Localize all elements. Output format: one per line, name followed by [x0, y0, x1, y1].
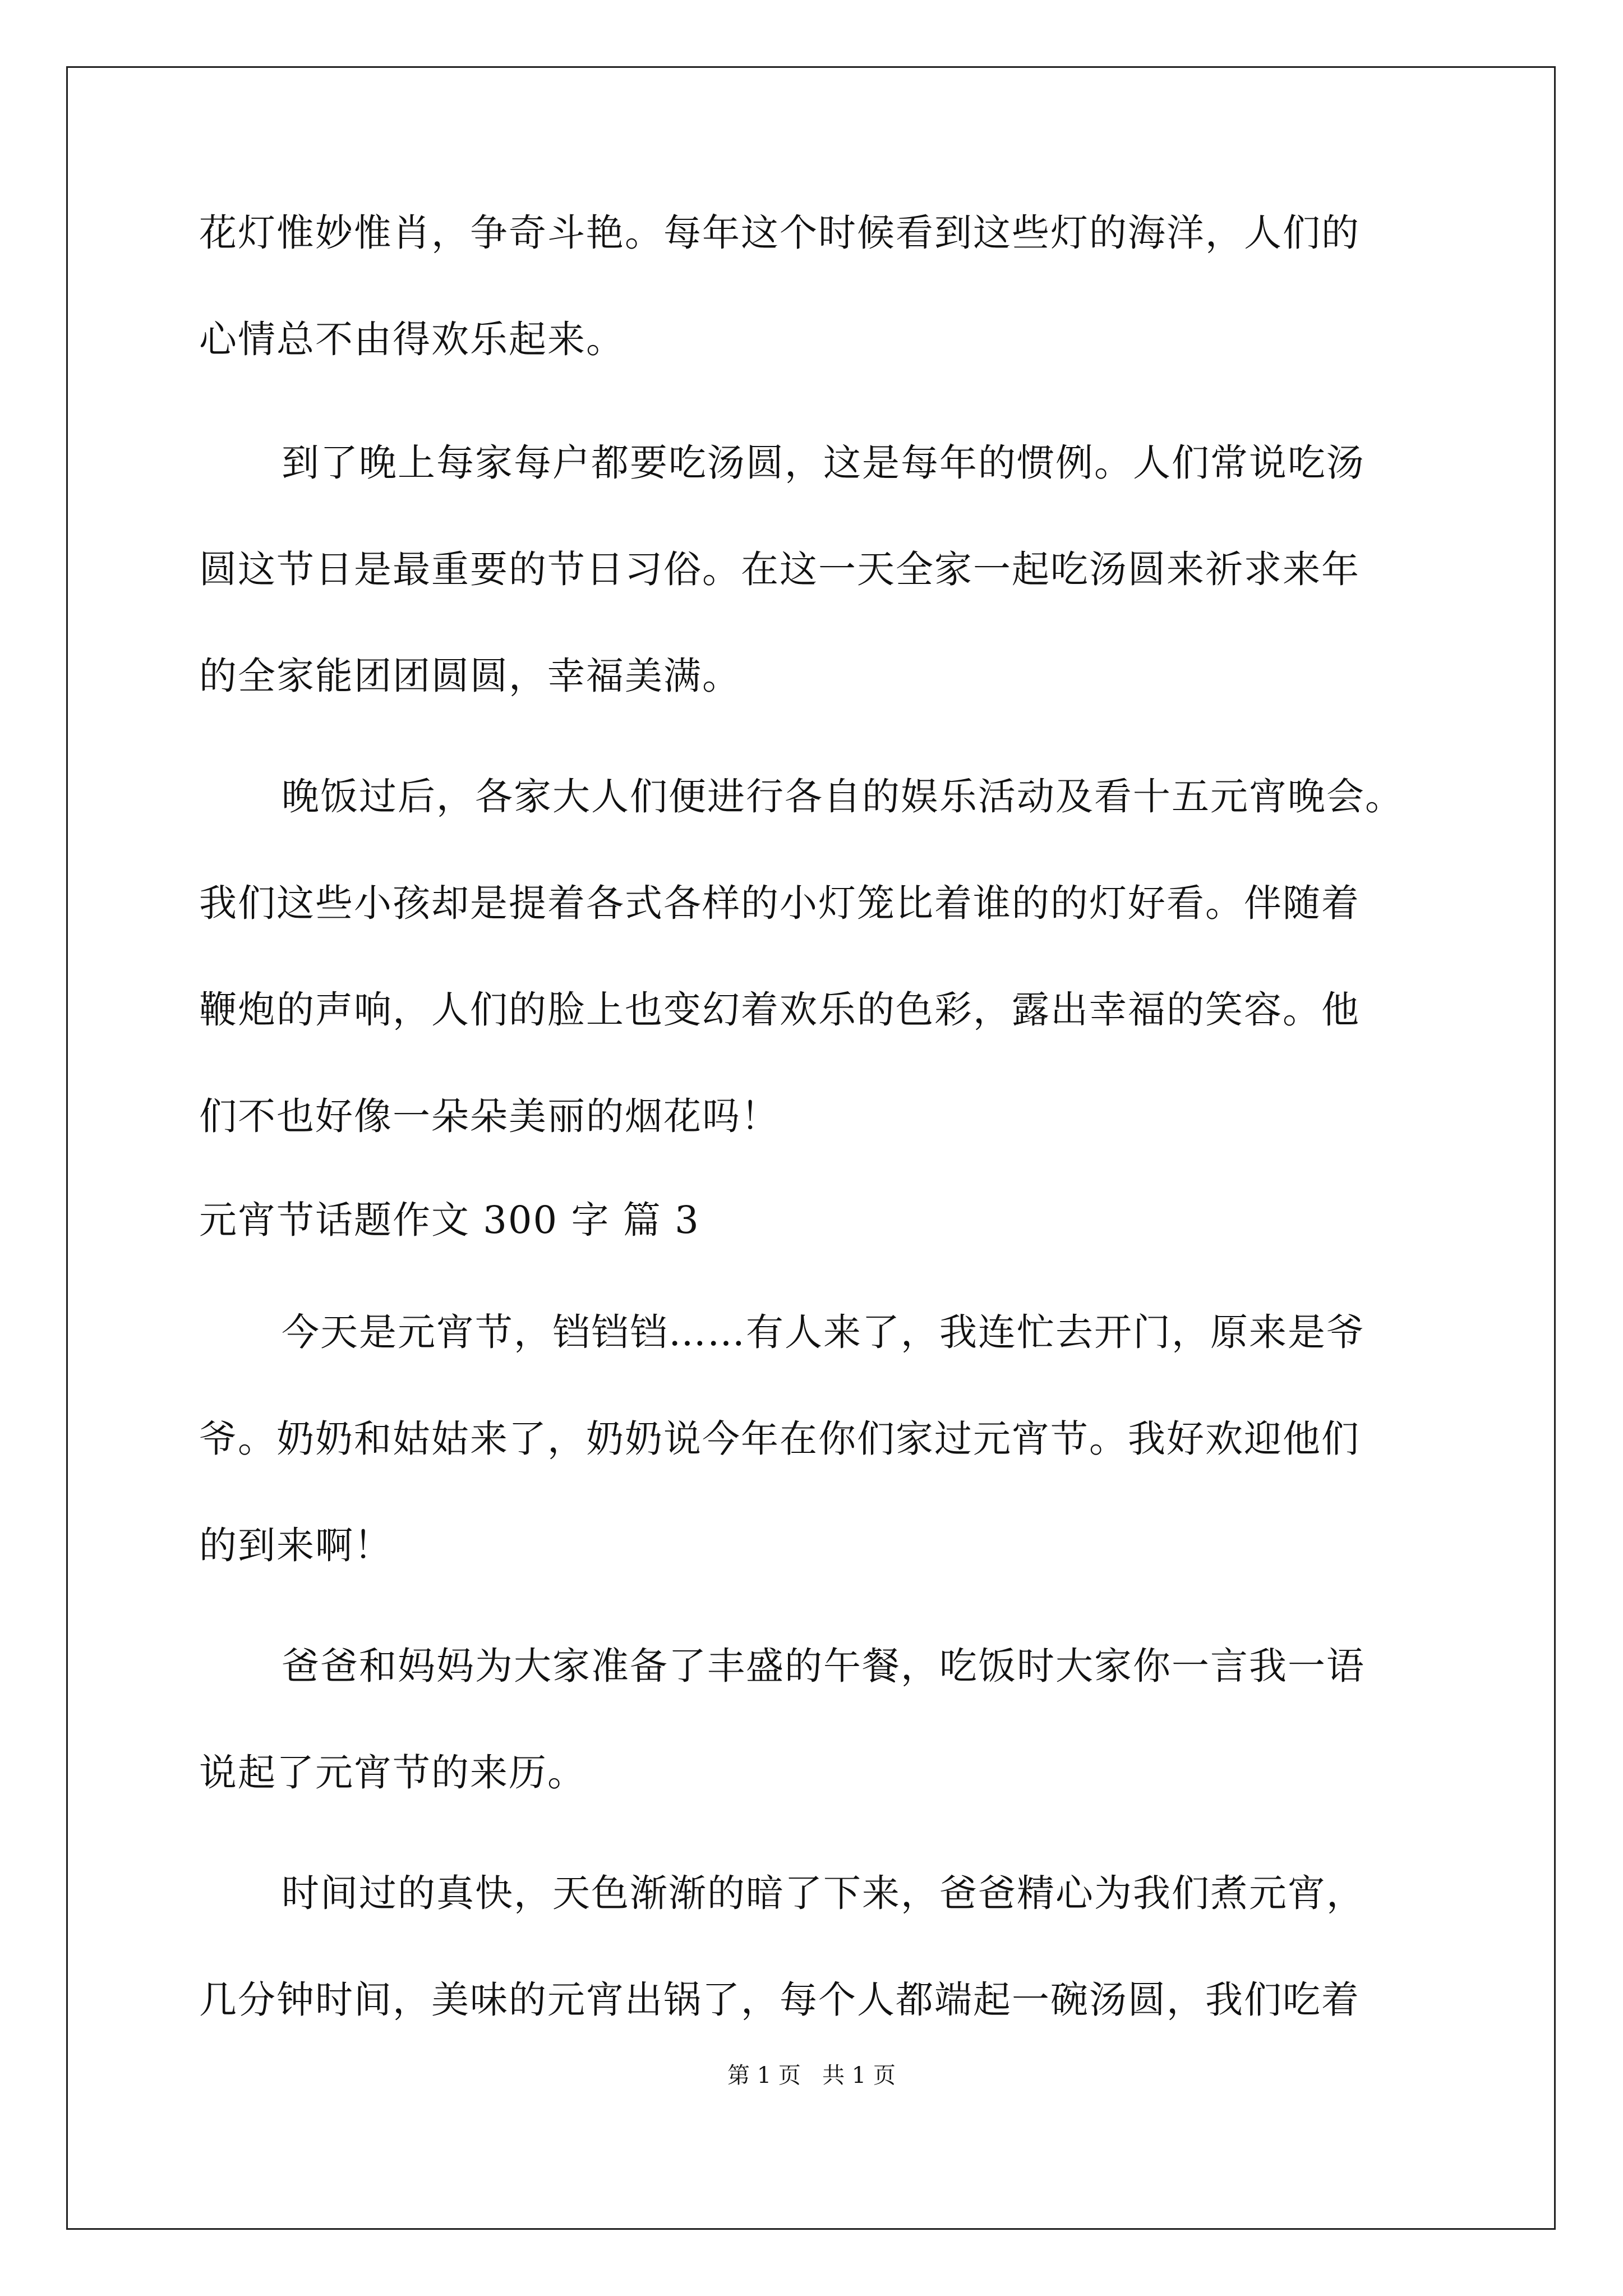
text-line: 花灯惟妙惟肖，争奇斗艳。每年这个时候看到这些灯的海洋，人们的	[199, 211, 1360, 255]
text-line: 圆这节日是最重要的节日习俗。在这一天全家一起吃汤圆来祈求来年	[199, 547, 1360, 591]
text-line: 鞭炮的声响，人们的脸上也变幻着欢乐的色彩，露出幸福的笑容。他	[199, 988, 1360, 1032]
text-line: 说起了元宵节的来历。	[199, 1751, 586, 1795]
paragraph-start-line: 今天是元宵节，铛铛铛……有人来了，我连忙去开门，原来是爷	[282, 1310, 1365, 1354]
text-line: 的到来啊！	[199, 1524, 393, 1567]
text-line: 我们这些小孩却是提着各式各样的小灯笼比着谁的的灯好看。伴随着	[199, 881, 1360, 925]
paragraph-start-line: 爸爸和妈妈为大家准备了丰盛的午餐，吃饭时大家你一言我一语	[282, 1644, 1365, 1688]
paragraph-start-line: 时间过的真快，天色渐渐的暗了下来，爸爸精心为我们煮元宵，	[282, 1871, 1365, 1915]
section-heading: 元宵节话题作文 300 字 篇 3	[199, 1198, 700, 1242]
paragraph-start-line: 晚饭过后，各家大人们便进行各自的娱乐活动及看十五元宵晚会。	[282, 775, 1404, 818]
text-line: 心情总不由得欢乐起来。	[199, 318, 625, 361]
page-footer: 第 1 页 共 1 页	[727, 2063, 896, 2088]
text-line: 的全家能团团圆圆，幸福美满。	[199, 654, 741, 698]
text-line: 们不也好像一朵朵美丽的烟花吗！	[199, 1094, 780, 1138]
text-line: 爷。奶奶和姑姑来了，奶奶说今年在你们家过元宵节。我好欢迎他们	[199, 1417, 1360, 1461]
text-line: 几分钟时间，美味的元宵出锅了，每个人都端起一碗汤圆，我们吃着	[199, 1978, 1360, 2022]
paragraph-start-line: 到了晚上每家每户都要吃汤圆，这是每年的惯例。人们常说吃汤	[282, 441, 1365, 485]
